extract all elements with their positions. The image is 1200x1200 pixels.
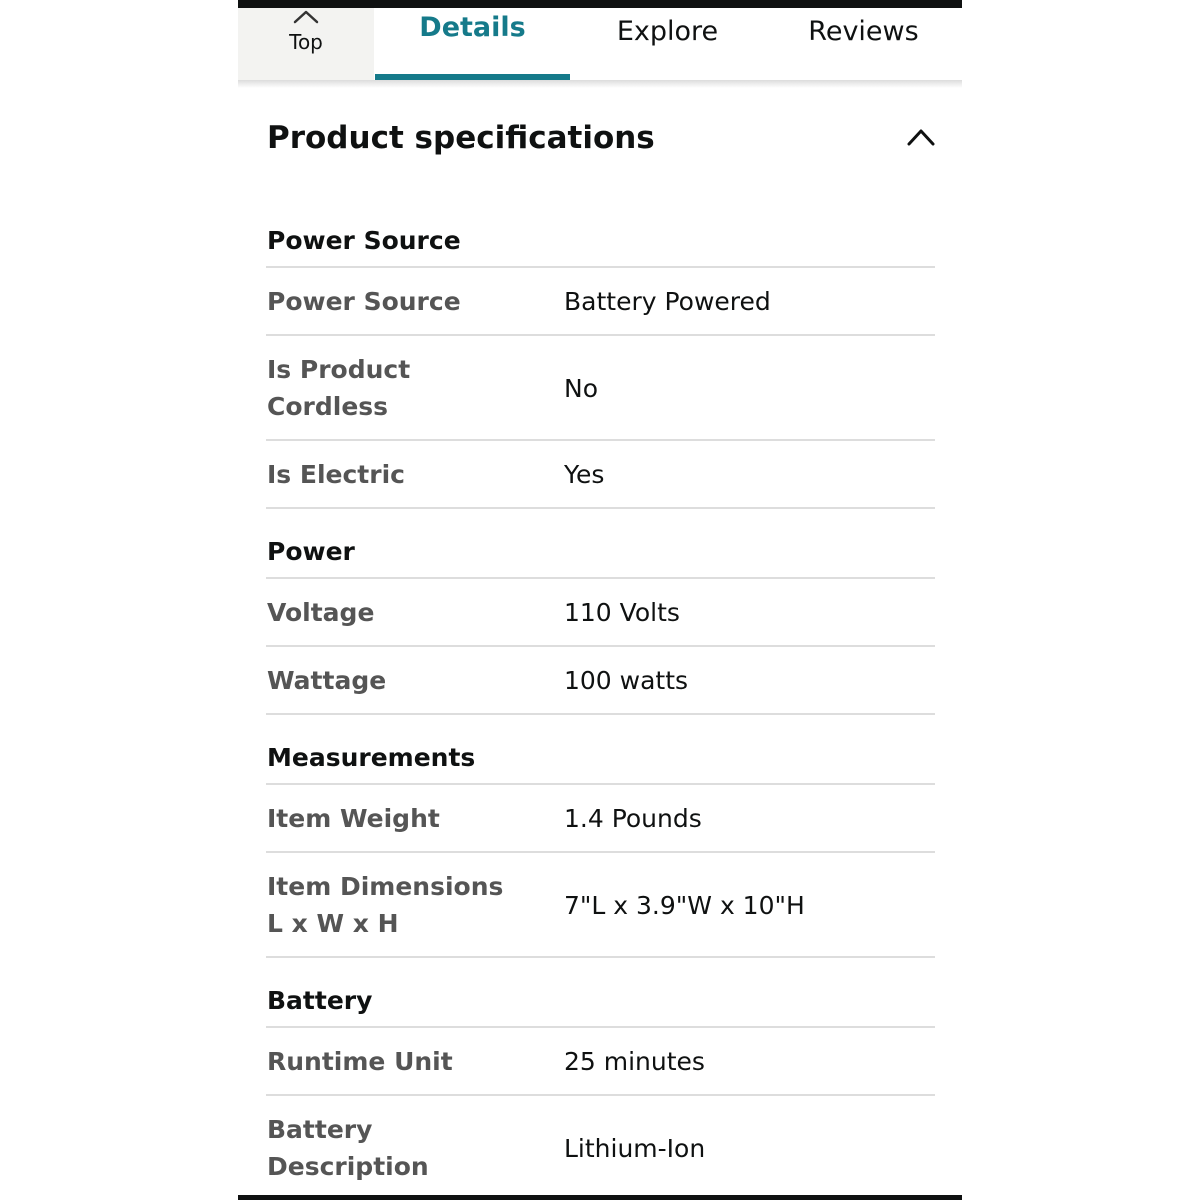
tab-top[interactable] — [238, 8, 374, 80]
divider — [266, 851, 935, 853]
spec-label: Runtime Unit — [267, 1047, 453, 1076]
group-heading: Measurements — [267, 743, 476, 772]
spec-label: Battery Description — [267, 1115, 429, 1181]
divider — [266, 713, 935, 715]
spec-label: Voltage — [267, 598, 375, 627]
divider — [266, 507, 935, 509]
tab-details[interactable] — [375, 8, 570, 80]
divider — [266, 577, 935, 579]
divider — [266, 1094, 935, 1096]
spec-label: Item Weight — [267, 804, 440, 833]
tab-top-label: Top — [289, 30, 323, 54]
phone-screen — [238, 0, 962, 1200]
bottom-edge — [238, 1195, 962, 1200]
spec-label: Item Dimensions L x W x H — [267, 872, 504, 938]
chevron-up-icon — [293, 10, 319, 24]
divider — [266, 956, 935, 958]
spec-value: No — [564, 374, 598, 403]
divider — [266, 1026, 935, 1028]
spec-label: Wattage — [267, 666, 387, 695]
group-heading: Battery — [267, 986, 373, 1015]
spec-value: Yes — [564, 460, 605, 489]
tab-reviews[interactable] — [765, 8, 962, 80]
spec-value: 100 watts — [564, 666, 689, 695]
status-strip — [238, 0, 962, 8]
tab-details-label: Details — [419, 12, 526, 43]
spec-value: 25 minutes — [564, 1047, 705, 1076]
chevron-up-icon[interactable] — [906, 126, 936, 148]
divider — [266, 783, 935, 785]
spec-value: 7"L x 3.9"W x 10"H — [564, 891, 805, 920]
tab-bar — [238, 8, 962, 80]
tab-explore-label: Explore — [616, 16, 719, 47]
group-heading: Power — [267, 537, 355, 566]
spec-value: 110 Volts — [564, 598, 680, 627]
spec-label: Is Product Cordless — [267, 355, 411, 421]
divider — [266, 645, 935, 647]
spec-value: Lithium-Ion — [564, 1134, 706, 1163]
divider — [266, 334, 935, 336]
section-title: Product specifications — [267, 120, 655, 156]
group-heading: Power Source — [267, 226, 461, 255]
divider — [266, 266, 935, 268]
divider — [266, 439, 935, 441]
tab-bar-shadow — [238, 80, 962, 88]
tab-reviews-label: Reviews — [808, 16, 919, 47]
spec-value: 1.4 Pounds — [564, 804, 702, 833]
spec-label: Power Source — [267, 287, 461, 316]
tab-explore[interactable] — [570, 8, 765, 80]
spec-value: Battery Powered — [564, 287, 771, 316]
spec-label: Is Electric — [267, 460, 405, 489]
